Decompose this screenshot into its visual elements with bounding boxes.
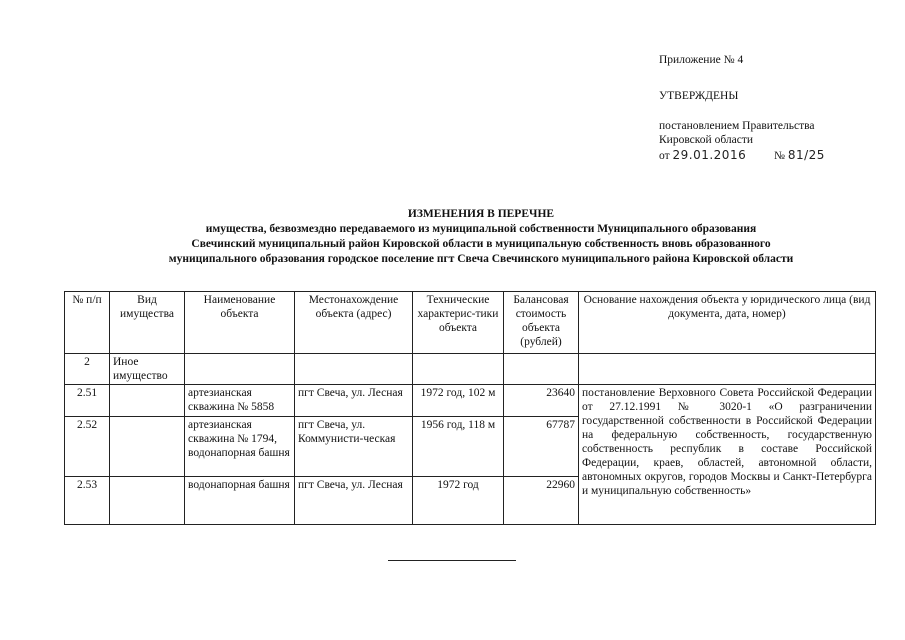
row-num: 2.53 — [65, 477, 110, 525]
number-prefix: № — [773, 150, 785, 162]
category-row — [65, 354, 876, 385]
header-kind: Вид имущества — [110, 292, 185, 354]
header-num: № п/п — [65, 292, 110, 354]
subtitle-line-3: муниципального образования городское поселение пгт Свеча Свечинского муниципального района Кировской области — [168, 253, 794, 265]
row-num: 2.52 — [65, 417, 110, 477]
handwritten-number: 81/25 — [787, 148, 825, 162]
row-value: 23640 — [504, 385, 579, 417]
appendix-label: Приложение № 4 — [659, 54, 744, 66]
header-value: Балансовая стоимость объекта (рублей) — [504, 292, 579, 354]
decree-line-2: Кировской области — [659, 134, 754, 146]
bottom-divider — [388, 560, 516, 561]
row-tech: 1956 год, 118 м — [413, 417, 504, 477]
decree-date-line — [659, 148, 825, 163]
decree-line-1: постановлением Правительства — [659, 120, 815, 132]
category-num: 2 — [65, 354, 110, 385]
subtitle-line-1: имущества, безвозмездно передаваемого из муниципальной собственности Муниципального образования — [205, 223, 757, 235]
table-header-row — [65, 292, 876, 354]
date-prefix: от — [659, 150, 670, 162]
document-title: ИЗМЕНЕНИЯ В ПЕРЕЧНЕ — [407, 208, 555, 220]
row-tech: 1972 год — [413, 477, 504, 525]
row-location: пгт Свеча, ул. Лесная — [295, 385, 413, 417]
row-num: 2.51 — [65, 385, 110, 417]
row-location: пгт Свеча, ул. Коммунисти-ческая — [295, 417, 413, 477]
subtitle-line-2: Свечинский муниципальный район Кировской области в муниципальную собственность вновь образованного — [191, 238, 771, 250]
row-tech: 1972 год, 102 м — [413, 385, 504, 417]
category-kind: Иное имущество — [110, 354, 185, 385]
property-table — [64, 291, 876, 525]
row-name: водонапорная башня — [185, 477, 295, 525]
basis-cell: постановление Верховного Совета Российской Федерации от 27.12.1991 № 3020-1 «О разграничении государственной собственности в Российской Федерации на федеральную собственность, государственную собственность республик в составе Российской Федерации, краев, областей, автономной области, автономных округов, городов Москвы и Санкт-Петербурга и муниципальную собственность» — [579, 385, 876, 525]
row-value: 22960 — [504, 477, 579, 525]
approved-label: УТВЕРЖДЕНЫ — [659, 90, 739, 102]
row-name: артезианская скважина № 1794, водонапорная башня — [185, 417, 295, 477]
row-name: артезианская скважина № 5858 — [185, 385, 295, 417]
header-basis: Основание нахождения объекта у юридического лица (вид документа, дата, номер) — [579, 292, 876, 354]
row-location: пгт Свеча, ул. Лесная — [295, 477, 413, 525]
header-tech: Технические характерис-тики объекта — [413, 292, 504, 354]
handwritten-date: 29.01.2016 — [672, 148, 747, 162]
table-row — [65, 385, 876, 417]
row-value: 67787 — [504, 417, 579, 477]
header-name: Наименование объекта — [185, 292, 295, 354]
header-location: Местонахождение объекта (адрес) — [295, 292, 413, 354]
